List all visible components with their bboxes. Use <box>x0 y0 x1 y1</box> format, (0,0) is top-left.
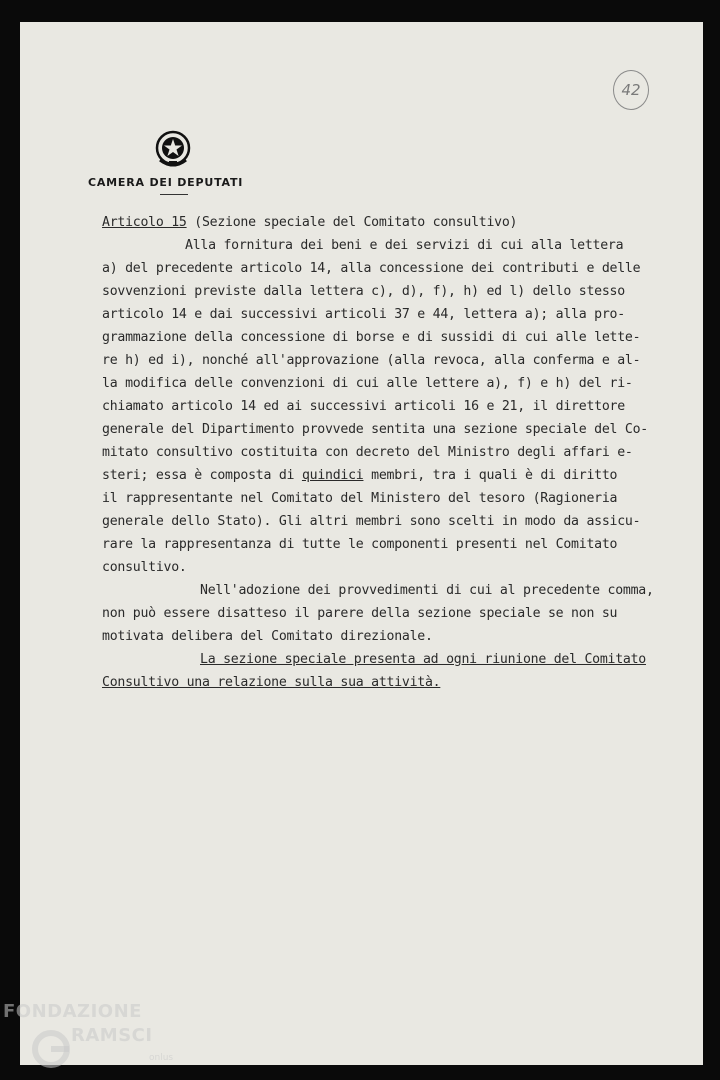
italian-republic-emblem-icon <box>154 130 192 170</box>
body-line: re h) ed i), nonché all'approvazione (alla revoca, alla conferma e al- <box>102 353 641 368</box>
body-line: articolo 14 e dai successivi articoli 37 e 44, lettera a); alla pro- <box>102 307 625 322</box>
body-line: sovvenzioni previste dalla lettera c), d), f), h) ed l) dello stesso <box>102 284 625 299</box>
article-heading <box>102 211 677 234</box>
article-subtitle: (Sezione speciale del Comitato consultivo) <box>186 215 518 230</box>
body-line: generale del Dipartimento provvede sentita una sezione speciale del Co- <box>102 422 648 437</box>
watermark-line2: RAMSCI <box>71 1025 153 1046</box>
body-line: il rappresentante nel Comitato del Ministero del tesoro (Ragioneria <box>102 491 618 506</box>
underlined-word: quindici <box>301 468 364 483</box>
body-line: chiamato articolo 14 ed ai successivi articoli 16 e 21, il direttore <box>102 399 625 414</box>
article-text <box>102 211 677 694</box>
header-divider <box>160 194 188 195</box>
body-line: a) del precedente articolo 14, alla concessione dei contributi e delle <box>102 261 641 276</box>
body-line: grammazione della concessione di borse e di sussidi di cui alle lette- <box>102 330 641 345</box>
article-number: Articolo 15 <box>102 215 187 230</box>
underlined-body-line: Consultivo una relazione sulla sua attività. <box>102 675 441 690</box>
watermark-line1: FONDAZIONE <box>3 1001 142 1022</box>
body-line: Nell'adozione dei provvedimenti di cui al precedente comma, <box>200 583 654 598</box>
body-line: motivata delibera del Comitato direzionale. <box>102 629 433 644</box>
body-line: non può essere disatteso il parere della sezione speciale se non su <box>102 606 618 621</box>
body-line: Alla fornitura dei beni e dei servizi di cui alla lettera <box>185 238 624 253</box>
fondazione-gramsci-watermark <box>3 1001 203 1071</box>
body-line: rare la rappresentanza di tutte le componenti presenti nel Comitato <box>102 537 618 552</box>
body-line: generale dello Stato). Gli altri membri sono scelti in modo da assicu- <box>102 514 641 529</box>
watermark-suffix: onlus <box>149 1053 174 1063</box>
watermark-g-logo-icon <box>31 1025 75 1069</box>
body-line: consultivo. <box>102 560 187 575</box>
institution-title: CAMERA DEI DEPUTATI <box>88 176 244 189</box>
body-line: steri; essa è composta di quindici membri, tra i quali è di diritto <box>102 468 618 483</box>
body-line: mitato consultivo costituita con decreto del Ministro degli affari e- <box>102 445 633 460</box>
body-line: la modifica delle convenzioni di cui alle lettere a), f) e h) del ri- <box>102 376 633 391</box>
page-number: 42 <box>613 70 649 110</box>
underlined-body-line: La sezione speciale presenta ad ogni riunione del Comitato <box>200 652 646 667</box>
